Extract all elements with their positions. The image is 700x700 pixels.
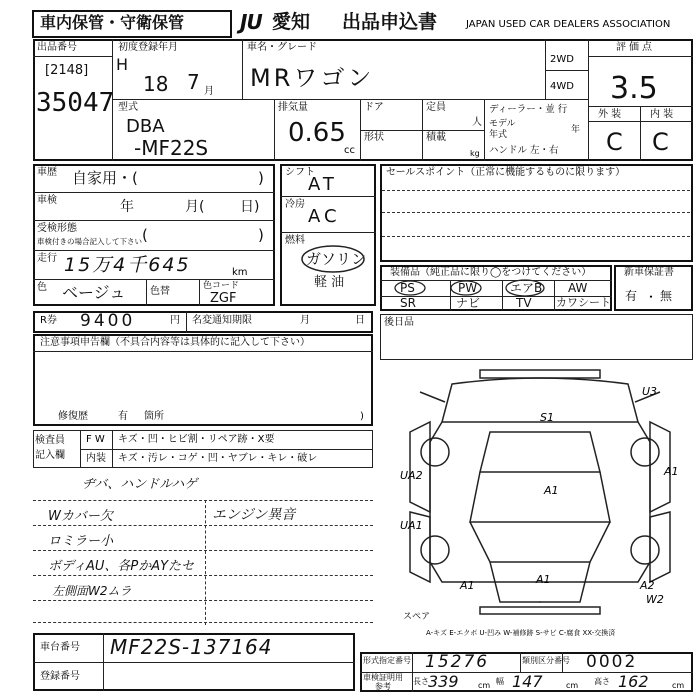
mark-ua2: UA2 (400, 469, 423, 482)
equip-ps: PS (400, 281, 415, 295)
mark-w2: W2 (646, 593, 664, 606)
first-reg-month: 7 (187, 70, 200, 94)
door-label: ドア (364, 102, 384, 113)
height-unit: cm (672, 681, 685, 690)
dealer-line4: ハンドル 左・右 (489, 145, 559, 156)
back-date-label: 後日品 (384, 317, 414, 328)
drive-4wd: 4WD (550, 81, 574, 92)
type-label: 形式指定番号 (363, 656, 411, 665)
warranty-dot: ・ (645, 290, 658, 304)
color-change-label: 色替 (150, 286, 170, 297)
inspector-note-6: 左側面W2ムラ (52, 584, 132, 598)
inspector-row1: キズ・凹・ヒビ割・リペア跡・X要 (118, 434, 275, 445)
car-name-label: 車名・グレード (247, 42, 317, 53)
gas-circle (300, 244, 366, 274)
warranty-label: 新車保証書 (624, 267, 674, 278)
inspector-row1-label: F W (86, 434, 105, 445)
back-date-box (380, 314, 693, 360)
dealer-line3: 年式 (489, 130, 508, 140)
first-reg-year: 18 (143, 72, 169, 96)
mileage-label: 走行 (37, 253, 57, 264)
equip-seat: カワシート (556, 296, 611, 309)
notes-label: 注意事項申告欄（不具合内容等は具体的に記入して下さい） (40, 337, 310, 348)
diagram-legend: A-キズ E-エクボ U-凹み W-補修跡 S-サビ C-腐食 XX-交換済 (426, 629, 616, 637)
form-title: 出品申込書 (342, 11, 438, 33)
chassis-value: MF22S-137164 (110, 635, 273, 659)
cooler-label: 冷房 (285, 199, 305, 210)
sales-box (380, 164, 693, 262)
color-value: ベージュ (62, 283, 126, 302)
equip-airbag: エアB (510, 281, 543, 295)
history-value: 自家用・( (72, 169, 138, 187)
car-name-value: MRワゴン (250, 64, 375, 92)
sales-label: セールスポイント（正常に機能するものに限ります） (386, 167, 626, 178)
history-label: 車歴 (37, 167, 57, 178)
inspector-note-3: エンジン異音 (212, 507, 296, 523)
repair-place: 箇所 (144, 411, 164, 422)
payload-unit: kg (470, 149, 480, 158)
repair-label: 修復歴 (58, 411, 88, 422)
displacement-label: 排気量 (278, 102, 308, 113)
exhibit-number: 35047 (36, 88, 115, 118)
interior-grade: C (652, 128, 669, 156)
width-label: 幅 (496, 677, 504, 686)
ju-logo: JU (240, 10, 262, 34)
dealer-year-unit: 年 (571, 125, 581, 135)
recycle-unit: 円 (170, 315, 180, 326)
capacity-label: 定員 (426, 102, 446, 113)
height-value: 162 (618, 672, 649, 691)
recycle-label: R券 (40, 315, 57, 326)
displacement-value: 0.65 (288, 118, 346, 148)
rating-score: 3.5 (610, 71, 658, 106)
fuel-diesel: 軽 油 (314, 275, 345, 290)
length-value: 339 (428, 672, 459, 691)
inspection-label: 車検 (37, 195, 57, 206)
mark-ua1: UA1 (400, 519, 423, 532)
length-unit: cm (478, 681, 491, 690)
repair-paren: ) (360, 411, 364, 422)
displacement-unit: cc (344, 145, 355, 156)
mark-a1-right: A1 (664, 465, 679, 478)
assoc-name: 愛知 (272, 11, 311, 33)
recycle-value: 9400 (80, 311, 136, 331)
exhibit-label: 出品番号 (37, 42, 77, 53)
mark-u3: U3 (642, 385, 658, 398)
fuel-label: 燃料 (285, 235, 305, 246)
registration-label: 登録番号 (40, 671, 80, 682)
inspection-month: 月( (185, 199, 205, 215)
width-value: 147 (512, 672, 543, 691)
inspector-row2: キズ・汚レ・コゲ・凹・ヤブレ・キレ・破レ (118, 453, 318, 464)
color-code: ZGF (210, 291, 237, 306)
warranty-no: 無 (660, 289, 673, 303)
mark-a2: A2 (640, 579, 655, 592)
chassis-label: 車台番号 (40, 642, 80, 653)
shape-label: 形状 (364, 132, 384, 143)
equip-navi: ナビ (456, 296, 481, 310)
mark-s1: S1 (540, 411, 554, 424)
inspector-row2-label: 内装 (86, 453, 106, 464)
ref-label: 参考 (375, 682, 391, 691)
repair-yes: 有 (118, 411, 128, 422)
mark-a1-rear: A1 (536, 573, 551, 586)
payload-label: 積載 (426, 132, 446, 143)
history-close: ) (258, 169, 264, 187)
reception-label: 受検形態 (37, 223, 77, 234)
mileage-unit: km (232, 267, 248, 278)
deadline-day: 日 (355, 315, 365, 326)
equip-tv: TV (516, 296, 532, 310)
width-unit: cm (566, 681, 579, 690)
equip-aw: AW (568, 281, 588, 295)
cat-no: 0002 (586, 652, 638, 672)
capacity-unit: 人 (472, 117, 482, 128)
inspector-note-5: ボディAU、各PかAYたセ (48, 559, 195, 574)
reception-close: ) (258, 226, 264, 244)
inspector-note-4: ロミラー小 (48, 534, 114, 549)
shift-value: AT (308, 174, 338, 195)
mark-a1-left: A1 (460, 579, 475, 592)
color-label: 色 (37, 282, 47, 293)
model-line2: -MF22S (134, 136, 209, 160)
cat-label: 類別区分番号 (522, 656, 570, 665)
reception-note: 車検付きの場合記入して下さい (37, 237, 142, 246)
first-reg-month-unit: 月 (204, 86, 214, 97)
height-label: 高さ (594, 677, 610, 686)
first-reg-label: 初度登録年月 (118, 42, 178, 53)
inspector-label1: 検査員 (35, 435, 65, 446)
mark-a1-center: A1 (544, 484, 559, 497)
spare-label: スペア (403, 612, 431, 622)
equipment-label: 装備品（純正品に限り◯をつけてください） (390, 267, 592, 278)
assoc-english: JAPAN USED CAR DEALERS ASSOCIATION (466, 19, 671, 30)
inspector-note-2: Wカバー欠 (48, 509, 113, 524)
equip-pw: PW (458, 281, 478, 295)
shift-label: シフト (285, 167, 315, 178)
inspection-year: 年 (120, 199, 134, 215)
top-grid (33, 39, 693, 161)
dealer-line1: ディーラー・並 行 (489, 104, 568, 115)
deadline-label: 名変通知期限 (192, 315, 252, 326)
drive-2wd: 2WD (550, 54, 574, 65)
type-no: 15276 (425, 652, 490, 672)
mileage-value: 15万4千645 (64, 254, 191, 276)
exhibit-bracket: [2148] (45, 63, 89, 78)
exterior-label: 外 装 (598, 109, 622, 120)
cooler-value: AC (308, 206, 341, 227)
exterior-grade: C (606, 128, 623, 156)
color-code-label: 色コード (203, 281, 240, 291)
storage-label: 車内保管・守衛保管 (40, 13, 185, 32)
warranty-yes: 有 (625, 289, 638, 303)
equip-sr: SR (400, 296, 416, 310)
inspector-label2: 記入欄 (35, 450, 65, 461)
cert-label: 車検証明用 (363, 673, 403, 682)
inspection-day: 日) (240, 199, 260, 215)
first-reg-era: H (116, 55, 129, 74)
reception-open: ( (142, 226, 148, 244)
dealer-line2: モデル (489, 119, 516, 129)
fuel-gas: ガソリン (306, 250, 367, 268)
interior-label: 内 装 (650, 109, 674, 120)
equipment-circles (380, 265, 612, 311)
rating-label: 評価点 (616, 42, 655, 53)
length-label: 長さ (413, 677, 429, 686)
deadline-month: 月 (300, 315, 310, 326)
inspector-note-1: ヂバ、ハンドルハゲ (82, 477, 198, 492)
model-label: 型式 (118, 102, 138, 113)
model-line1: DBA (126, 116, 165, 137)
